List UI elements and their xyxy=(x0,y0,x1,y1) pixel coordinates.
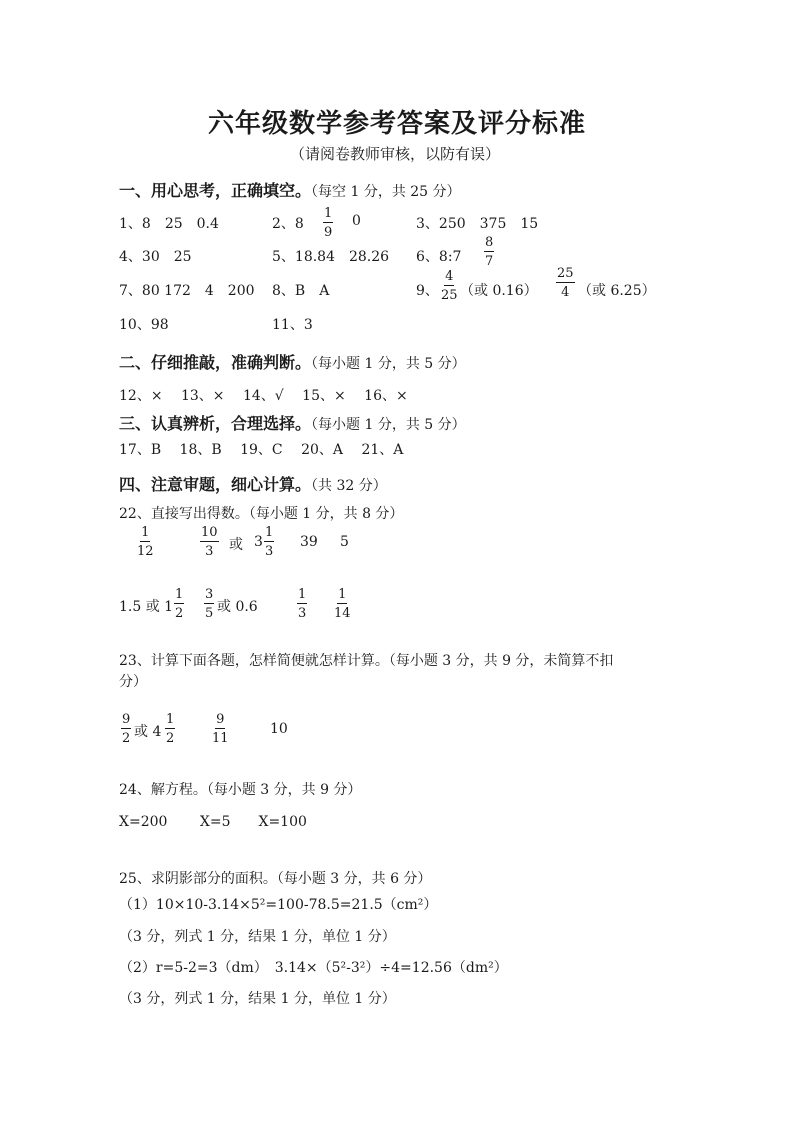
question-24-answers: X=200 X=5 X=100 xyxy=(119,814,307,830)
answer-q7: 7、80 172 4 200 xyxy=(119,283,255,299)
question-22-prompt: 22、直接写出得数。（每小题 1 分，共 8 分） xyxy=(119,506,404,522)
fraction-denominator: 3 xyxy=(265,544,274,559)
section-1-heading xyxy=(119,178,461,201)
answer-q9-fraction-2 xyxy=(556,267,575,299)
q25-part-1: （1）10×10-3.14×5²=100-78.5=21.5（cm²） xyxy=(119,897,438,913)
q22-fraction-a xyxy=(137,526,154,558)
section-4-note: （共 32 分） xyxy=(311,478,387,494)
answer-q2-fraction xyxy=(323,207,333,239)
section-4-title: 四、注意审题，细心计算。 xyxy=(119,475,312,494)
fraction-denominator: 2 xyxy=(175,606,184,621)
fraction-denominator: 3 xyxy=(298,606,307,621)
answer-q1: 1、8 25 0.4 xyxy=(119,216,219,232)
answer-q4: 4、30 25 xyxy=(119,249,192,265)
page-subtitle: （请阅卷教师审核，以防有误） xyxy=(290,145,501,163)
q23-fraction-a xyxy=(121,713,131,745)
q22-fraction-f xyxy=(174,588,184,620)
section-4-heading xyxy=(119,472,387,495)
q25-part-1-scoring: （3 分，列式 1 分，结果 1 分，单位 1 分） xyxy=(119,929,396,945)
fraction-denominator: 5 xyxy=(205,606,214,621)
q22-fraction-g xyxy=(204,588,214,620)
question-24-prompt: 24、解方程。（每小题 3 分，共 9 分） xyxy=(119,782,362,798)
section-2-answers: 12、× 13、× 14、√ 15、× 16、× xyxy=(119,388,408,404)
question-25-prompt: 25、求阴影部分的面积。（每小题 3 分，共 6 分） xyxy=(119,871,432,887)
answer-q8: 8、B A xyxy=(272,283,330,299)
answer-q9-fraction-1 xyxy=(441,270,458,302)
fraction-denominator: 11 xyxy=(212,731,229,746)
section-3-note: （每小题 1 分，共 5 分） xyxy=(311,417,466,433)
q23-fraction-c xyxy=(212,713,229,745)
fraction-numerator: 3 xyxy=(205,587,214,602)
fraction-numerator: 25 xyxy=(557,266,574,281)
q22-fraction-i xyxy=(334,588,351,620)
answer-q3: 3、250 375 15 xyxy=(416,216,539,232)
q22-answer-e: 5 xyxy=(340,534,349,550)
question-23-prompt: 23、计算下面各题，怎样简便就怎样计算。（每小题 3 分，共 9 分，未简算不扣 xyxy=(119,653,614,669)
q22-answer-d: 39 xyxy=(300,534,318,550)
answer-q2-tail: 0 xyxy=(352,213,361,229)
fraction-numerator: 1 xyxy=(265,525,274,540)
q22-or: 或 xyxy=(229,537,243,553)
q22-fraction-h xyxy=(297,588,307,620)
answer-q10: 10、98 xyxy=(119,317,169,333)
fraction-denominator: 9 xyxy=(324,225,333,240)
fraction-numerator: 9 xyxy=(122,712,131,727)
section-3-heading xyxy=(119,411,466,434)
fraction-denominator: 7 xyxy=(485,254,494,269)
q23-or: 或 4 xyxy=(134,724,162,740)
section-3-title: 三、认真辨析，合理选择。 xyxy=(119,414,312,433)
fraction-numerator: 9 xyxy=(216,712,225,727)
section-1-note: （每空 1 分，共 25 分） xyxy=(311,184,461,200)
section-3-answers: 17、B 18、B 19、C 20、A 21、A xyxy=(119,442,404,458)
q25-part-2-scoring: （3 分，列式 1 分，结果 1 分，单位 1 分） xyxy=(119,991,396,1007)
page-title: 六年级数学参考答案及评分标准 xyxy=(208,109,587,139)
answer-q9-alt-1: （或 0.16） xyxy=(460,283,538,299)
q22-answer-g-alt: 或 0.6 xyxy=(217,599,258,615)
fraction-denominator: 2 xyxy=(122,731,131,746)
fraction-numerator: 4 xyxy=(445,269,454,284)
q23-fraction-b xyxy=(165,713,175,745)
fraction-numerator: 1 xyxy=(298,587,307,602)
fraction-numerator: 8 xyxy=(485,235,494,250)
section-2-note: （每小题 1 分，共 5 分） xyxy=(311,356,466,372)
fraction-numerator: 1 xyxy=(175,587,184,602)
answer-q6: 6、8:7 xyxy=(416,249,462,265)
q22-fraction-c xyxy=(264,526,274,558)
question-23-prompt-cont: 分） xyxy=(119,674,147,690)
q22-answer-f: 1.5 或 1 xyxy=(119,599,174,615)
q22-fraction-b xyxy=(200,526,219,558)
answer-q9-alt-2: （或 6.25） xyxy=(578,283,656,299)
fraction-denominator: 4 xyxy=(561,285,570,300)
fraction-denominator: 25 xyxy=(441,288,458,303)
fraction-denominator: 3 xyxy=(205,544,214,559)
fraction-numerator: 1 xyxy=(141,525,150,540)
fraction-denominator: 14 xyxy=(334,606,351,621)
q23-answer-d: 10 xyxy=(270,721,288,737)
q25-part-2: （2）r=5-2=3（dm） 3.14×（5²-3²）÷4=12.56（dm²） xyxy=(119,960,508,976)
q22-mixed-integer: 3 xyxy=(254,534,263,550)
fraction-numerator: 1 xyxy=(166,712,175,727)
fraction-numerator: 1 xyxy=(324,206,333,221)
section-2-title: 二、仔细推敲，准确判断。 xyxy=(119,353,312,372)
fraction-denominator: 12 xyxy=(137,544,154,559)
fraction-numerator: 1 xyxy=(338,587,347,602)
answer-q2: 2、8 xyxy=(272,216,304,232)
answer-q5: 5、18.84 28.26 xyxy=(272,249,390,265)
answer-q6-fraction xyxy=(484,236,494,268)
answer-q9: 9、 xyxy=(416,283,439,299)
fraction-numerator: 10 xyxy=(201,525,218,540)
fraction-denominator: 2 xyxy=(166,731,175,746)
section-2-heading xyxy=(119,350,466,373)
answer-q11: 11、3 xyxy=(272,317,313,333)
section-1-title: 一、用心思考，正确填空。 xyxy=(119,181,312,200)
